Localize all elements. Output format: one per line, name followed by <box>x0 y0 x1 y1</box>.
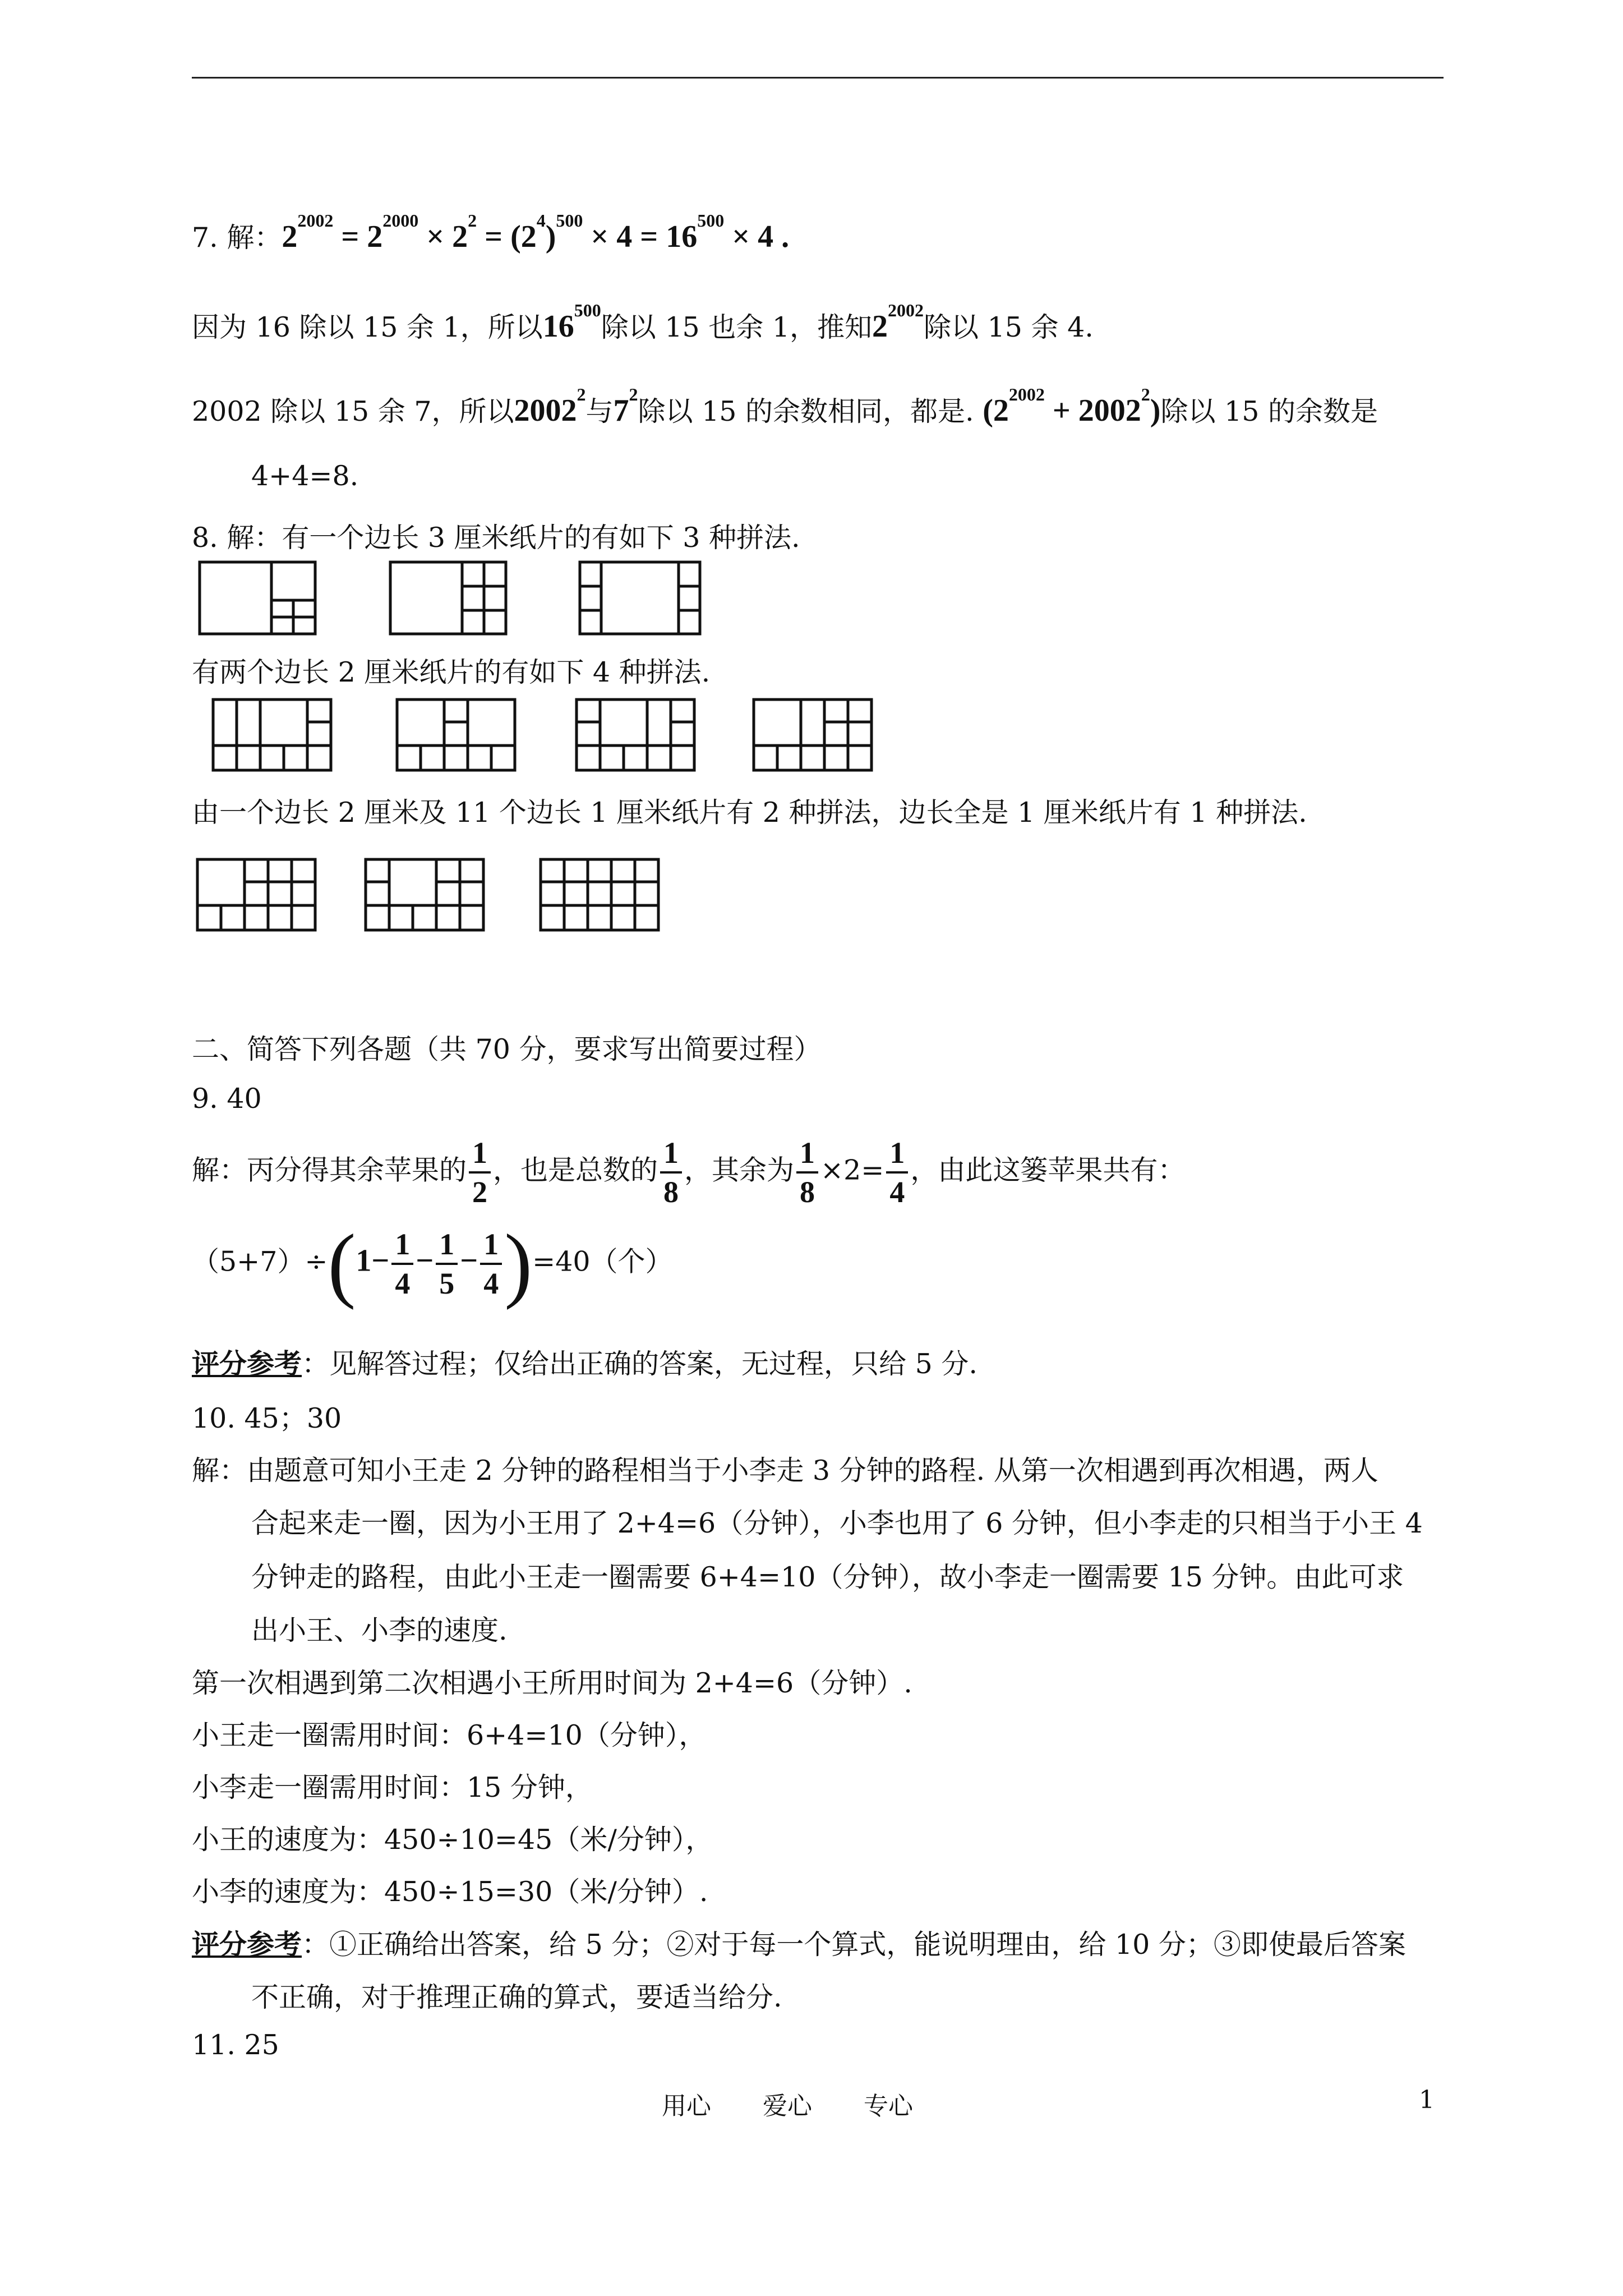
footer-motto-3: 专心 <box>864 2092 913 2120</box>
tiling-figure-1cm-b <box>365 858 485 931</box>
q10-step-1: 第一次相遇到第二次相遇小王所用时间为 2+4=6（分钟）. <box>192 1667 912 1699</box>
q10-solution-4: 出小王、小李的速度. <box>251 1614 508 1646</box>
q8-two: 有两个边长 2 厘米纸片的有如下 4 种拼法. <box>192 656 711 688</box>
q7-line1 <box>192 210 790 255</box>
q9-solution: 解：丙分得其余苹果的 $\frac{1}{2}$ ，也是总数的 $\frac{1}{8}$ ，其余为 $\frac{1}{8}$ ×2= $\frac{1}{4}$ ，由此这篓苹果共有： <box>192 1136 1186 1209</box>
tiling-figure-2cm-b <box>396 698 516 771</box>
q10-solution-2: 合起来走一圈，因为小王用了 2+4=6（分钟），小李也用了 6 分钟，但小李走的只相当于小王 4 <box>251 1507 1423 1539</box>
q9-scoring: 评分参考：见解答过程；仅给出正确的答案，无过程，只给 5 分. <box>192 1347 978 1380</box>
tiling-figure-2cm-d <box>753 698 873 771</box>
q10-step-5: 小李的速度为：450÷15=30（米/分钟）. <box>192 1876 708 1908</box>
fraction-one-eighth-b: $\frac{1}{8}$ <box>796 1138 818 1207</box>
footer-motto-2: 爱心 <box>763 2092 812 2120</box>
tiling-figure-3cm-b <box>389 561 507 635</box>
page-number: 1 <box>1419 2086 1435 2114</box>
q7-line2: 因为 16 除以 15 余 1，所以$16^{500}$除以 15 也余 1，推知$2^{2002}$除以 15 余 4. <box>192 300 1094 344</box>
q10-step-3: 小李走一圈需用时间：15 分钟， <box>192 1772 593 1803</box>
header-rule <box>192 77 1444 79</box>
q8-intro: 8. 解：有一个边长 3 厘米纸片的有如下 3 种拼法. <box>192 522 800 554</box>
q7-label: 7. 解： <box>192 222 282 254</box>
tiling-figure-1cm-a <box>196 858 316 931</box>
q10-scoring-1: 评分参考：①正确给出答案，给 5 分；②对于每一个算式，能说明理由，给 10 分；③即使最后答案 <box>192 1928 1406 1961</box>
q7-line4: 4+4=8. <box>251 460 359 492</box>
q7-equation: $2^{2002} = 2^{2000} \times 2^2 = (2^4)^{500} \times 4 = 16^{500} \times 4$ . <box>282 210 790 254</box>
fraction-one-eighth: $\frac{1}{8}$ <box>660 1138 682 1207</box>
section-2-heading: 二、简答下列各题（共 70 分，要求写出简要过程） <box>192 1033 822 1065</box>
q10-scoring-2: 不正确，对于推理正确的算式，要适当给分. <box>251 1981 782 2013</box>
q10-step-2: 小王走一圈需用时间：6+4=10（分钟）， <box>192 1719 707 1751</box>
fraction-one-quarter: $\frac{1}{4}$ <box>886 1138 908 1207</box>
q10-step-4: 小王的速度为：450÷10=45（米/分钟）， <box>192 1824 713 1856</box>
tiling-figure-2cm-c <box>575 698 695 771</box>
q10-solution-3: 分钟走的路程，由此小王走一圈需要 6+4=10（分钟），故小李走一圈需要 15 分钟。由此可求 <box>251 1561 1404 1593</box>
q10-solution-1: 解：由题意可知小王走 2 分钟的路程相当于小李走 3 分钟的路程. 从第一次相遇到再次相遇，两人 <box>192 1455 1378 1487</box>
q9-calculation: （5+7）÷(1− $\frac{1}{4}$ − $\frac{1}{5}$ − $\frac{1}{4}$ )=40（个） <box>192 1217 673 1310</box>
q11-answer: 11. 25 <box>192 2029 279 2061</box>
q7-line3: 2002 除以 15 余 7，所以2002$^2$与$7^2$除以 15 的余数相同，都是. $(2^{2002} + 2002^2)$除以 15 的余数是 <box>192 384 1378 428</box>
q9-answer: 9. 40 <box>192 1083 262 1115</box>
footer-motto-1: 用心 <box>662 2092 711 2120</box>
tiling-figure-3cm-c <box>579 561 701 635</box>
tiling-figure-3cm-a <box>199 561 316 635</box>
tiling-figure-2cm-a <box>212 698 332 771</box>
tiling-figure-1cm-c <box>540 858 660 931</box>
fraction-one-half: $\frac{1}{2}$ <box>469 1138 491 1207</box>
q10-answer: 10. 45；30 <box>192 1402 342 1434</box>
q8-one: 由一个边长 2 厘米及 11 个边长 1 厘米纸片有 2 种拼法，边长全是 1 厘米纸片有 1 种拼法. <box>192 797 1307 829</box>
